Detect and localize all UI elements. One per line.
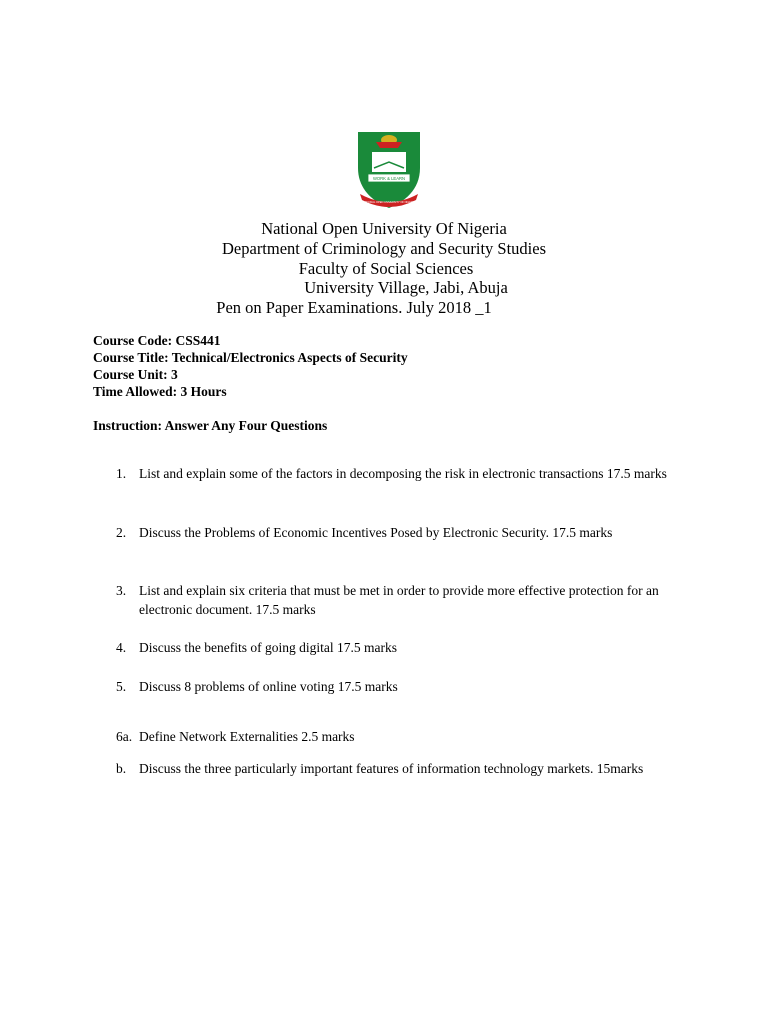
question-number: 1.: [116, 466, 127, 481]
logo-banner-text: WORK & LEARN: [372, 176, 406, 181]
course-title: Course Title: Technical/Electronics Aspects of Security: [93, 350, 408, 365]
crest-icon: [354, 130, 424, 210]
department-name: Department of Criminology and Security Studies: [222, 239, 546, 258]
question-number: 5.: [116, 679, 127, 694]
course-code: Course Code: CSS441: [93, 333, 221, 348]
question-number: b.: [116, 761, 127, 776]
question-text: Discuss 8 problems of online voting 17.5 marks: [139, 679, 398, 694]
question-text: Discuss the benefits of going digital 17.5 marks: [139, 640, 397, 655]
university-name: National Open University Of Nigeria: [261, 219, 507, 238]
course-unit: Course Unit: 3: [93, 367, 178, 382]
question-number: 2.: [116, 525, 127, 540]
question-number: 3.: [116, 583, 127, 598]
question-number: 4.: [116, 640, 127, 655]
question-text: Define Network Externalities 2.5 marks: [139, 729, 355, 744]
university-crest-logo: [354, 130, 424, 210]
instruction: Instruction: Answer Any Four Questions: [93, 418, 328, 433]
university-address: University Village, Jabi, Abuja: [304, 278, 508, 297]
question-text: Discuss the three particularly important features of information technology markets. 15marks: [139, 761, 644, 776]
question-text: List and explain six criteria that must be met in order to provide more effective protection for an electronic document. 17.5 marks: [139, 583, 659, 617]
question-number: 6a.: [116, 729, 133, 744]
logo-ribbon-text: NATIONAL OPEN UNIVERSITY OF NIGERIA: [362, 201, 416, 204]
exam-title: Pen on Paper Examinations. July 2018 _1: [216, 298, 492, 317]
question-text: Discuss the Problems of Economic Incentives Posed by Electronic Security. 17.5 marks: [139, 525, 613, 540]
faculty-name: Faculty of Social Sciences: [298, 259, 474, 278]
time-allowed: Time Allowed: 3 Hours: [93, 384, 227, 399]
question-text: List and explain some of the factors in decomposing the risk in electronic transactions 17.5 marks: [139, 466, 667, 481]
